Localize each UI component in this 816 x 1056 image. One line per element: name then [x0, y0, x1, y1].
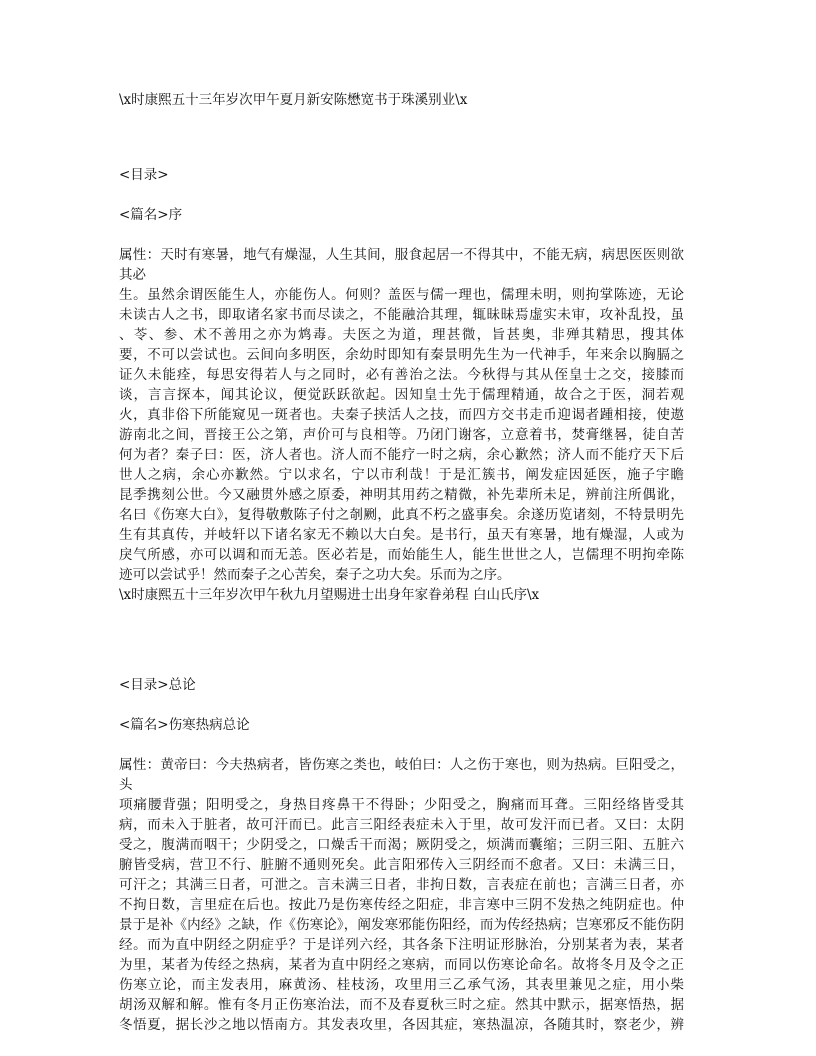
- spacer: [119, 110, 684, 165]
- spacer: [119, 735, 684, 755]
- spacer: [119, 605, 684, 675]
- preface-line: 生。虽然余谓医能生人，亦能伤人。何则？盖医与儒一理也，儒理未明，则拘掌陈迹，无论: [119, 287, 684, 303]
- general-line: 病，而未入于脏者，故可汗而已。此言三阳经表症未入于里，故可发汗而已者。又曰：太阴: [119, 817, 684, 833]
- general-line: 伤寒立论，而主发表用，麻黄汤、桂枝汤，攻里用三乙承气汤，其表里兼见之症，用小柴: [119, 977, 684, 993]
- preface-line: 属性：天时有寒暑，地气有燥湿，人生其间，服食起居一不得其中，不能无病，病思医医则欲: [119, 247, 684, 263]
- preface-line: 世人之病，余心亦歉然。宁以求名，宁以市利哉！于是汇簇书，阐发症因延医，施子宇瞻: [119, 467, 684, 483]
- section-title-preface: <篇名>序: [119, 207, 183, 223]
- preface-line: 游南北之间，晋接王公之第，声价可与良相等。乃闭门谢客，立意着书，焚膏继晷，徒自苦: [119, 427, 684, 443]
- spacer: [119, 225, 684, 245]
- general-line: 为里，某者为传经之热病，某者为直中阴经之寒病，而同以伤寒论命名。故将冬月及令之正: [119, 957, 684, 973]
- preface-line: 、苓、参、术不善用之亦为鸩毒。夫医之为道，理甚微，旨甚奥，非殚其精思，搜其体: [119, 327, 684, 343]
- general-line: 腑皆受病，营卫不行、脏腑不通则死矣。此言阳邪传入三阴经而不愈者。又曰：未满三日，: [119, 857, 684, 873]
- section-title-general: <篇名>伤寒热病总论: [119, 717, 250, 733]
- preface-line: 何为者？秦子曰：医，济人者也。济人而不能疗一时之病，余心歉然；济人而不能疗天下后: [119, 447, 684, 463]
- preface-line: 火，真非俗下所能窥见一斑者也。夫秦子挟活人之技，而四方交书走币迎谒者踵相接，使遨: [119, 407, 684, 423]
- preface-line: 昆季携刻公世。今又融贯外感之原委，神明其用药之精微，补先辈所未足，辨前注所偶讹，: [119, 487, 684, 503]
- general-line: 项痛腰背强；阳明受之，身热目疼鼻干不得卧；少阳受之，胸痛而耳聋。三阳经络皆受其: [119, 797, 684, 813]
- general-line: 景于是补《内经》之缺，作《伤寒论》，阐发寒邪能伤阳经，而为传经热病；岂寒邪反不能伤阴: [119, 917, 684, 933]
- general-line: 可汗之；其满三日者，可泄之。言未满三日者，非拘日数，言表症在前也；言满三日者，亦: [119, 877, 684, 893]
- preface-line: 要，不可以尝试也。云间向多明医，余幼时即知有秦景明先生为一代神手，年来余以胸膈之: [119, 347, 684, 363]
- preface-line: 名曰《伤寒大白》，复得敬敷陈子付之剞劂，此真不朽之盛事矣。余遂历览诸刻，不特景明先: [119, 507, 684, 523]
- general-line: 胡汤双解和解。惟有冬月正伤寒治法，而不及春夏秋三时之症。然其中默示，据寒悟热，据: [119, 997, 684, 1013]
- general-line: 冬悟夏，据长沙之地以悟南方。其发表攻里，各因其症，寒热温凉，各随其时，察老少，辨: [119, 1017, 684, 1033]
- general-line: 受之，腹满而咽干；少阴受之，口燥舌干而渴；厥阴受之，烦满而囊缩；三阴三阳、五脏六: [119, 837, 684, 853]
- general-line: 属性：黄帝曰：今夫热病者，皆伤寒之类也，岐伯曰：人之伤于寒也，则为热病。巨阳受之，: [119, 757, 684, 773]
- general-body: [119, 755, 684, 1035]
- general-line: 不拘日数，言里症在后也。按此乃是伤寒传经之阳症，非言寒中三阴不发热之纯阴症也。仲: [119, 897, 684, 913]
- preface-line: 其必: [119, 267, 146, 283]
- preface-line: 迹可以尝试乎！然而秦子之心苦矣，秦子之功大矣。乐而为之序。: [119, 567, 511, 583]
- spacer: [119, 185, 684, 205]
- general-line: 头: [119, 777, 133, 793]
- preface-signoff: \x时康熙五十三年岁次甲午秋九月望赐进士出身年家眷弟程 白山氏序\x: [119, 587, 540, 603]
- preface-line: 未读古人之书，即取诸名家书而尽读之，不能融洽其理，辄昧昧焉虚实未审，攻补乱投，虽: [119, 307, 684, 323]
- general-line: 经。而为直中阴经之阴症乎？于是详列六经，其各条下注明证形脉治，分别某者为表，某者: [119, 937, 684, 953]
- document-page: [119, 90, 684, 1035]
- header-dedication: \x时康熙五十三年岁次甲午夏月新安陈懋宽书于珠溪别业\x: [119, 92, 468, 108]
- preface-line: 谈，言言探本，闻其论议，便觉跃跃欲起。因知皇士先于儒理精通，故合之于医，洞若观: [119, 387, 684, 403]
- preface-line: 戾气所感，亦可以调和而无恙。医必若是，而始能生人，能生世世之人，岂儒理不明拘牵陈: [119, 547, 684, 563]
- preface-body: [119, 245, 684, 605]
- toc-label-preface: <目录>: [119, 167, 169, 183]
- spacer: [119, 695, 684, 715]
- toc-label-general: <目录>总论: [119, 677, 196, 693]
- preface-line: 生有其真传，并岐轩以下诸名家无不赖以大白矣。是书行，虽天有寒暑，地有燥湿，人或为: [119, 527, 684, 543]
- preface-line: 证久未能痊，每思安得若人与之同时，必有善治之法。今秋得与其从侄皇士之交，接膝而: [119, 367, 684, 383]
